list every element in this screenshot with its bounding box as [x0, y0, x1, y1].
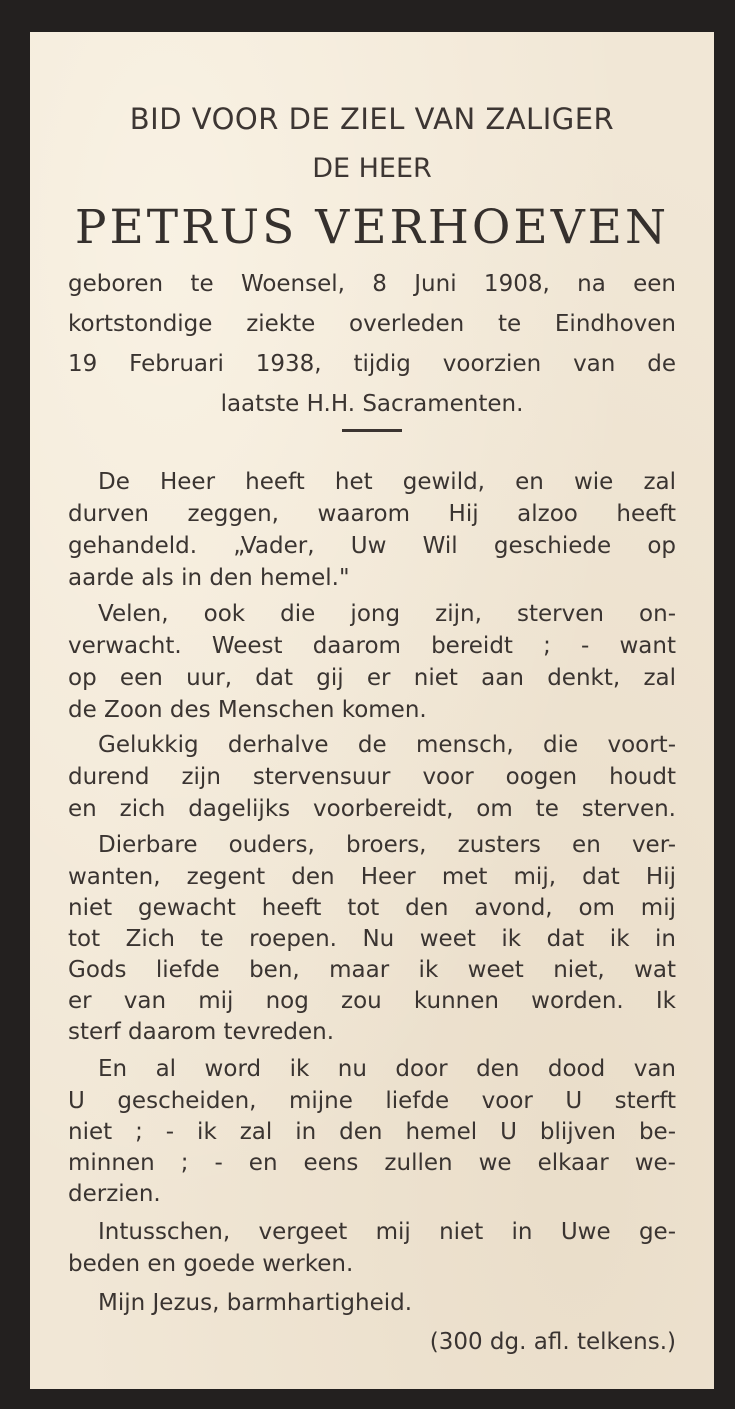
intro-line: geboren te Woensel, 8 Juni 1908, na een — [68, 271, 676, 297]
divider-rule — [342, 429, 402, 432]
text-line: Gods liefde ben, maar ik weet niet, wat — [68, 957, 676, 983]
card-paper — [30, 32, 714, 1389]
intro-line: 19 Februari 1938, tijdig voorzien van de — [68, 351, 676, 377]
text-line: gehandeld. „Vader, Uw Wil geschiede op — [68, 533, 676, 559]
text-line: de Zoon des Menschen komen. — [68, 697, 427, 723]
text-line: Mijn Jezus, barmhartigheid. — [98, 1290, 413, 1316]
heading-title: DE HEER — [312, 153, 432, 184]
text-line: Velen, ook die jong zijn, sterven on- — [98, 601, 676, 627]
text-line: sterf daarom tevreden. — [68, 1019, 335, 1045]
text-line: En al word ik nu door den dood van — [98, 1056, 676, 1082]
text-line: aarde als in den hemel." — [68, 565, 350, 591]
text-line: derzien. — [68, 1181, 161, 1207]
text-line: beden en goede werken. — [68, 1251, 354, 1277]
text-line: durend zijn stervensuur voor oogen houdt — [68, 764, 676, 790]
text-line: De Heer heeft het gewild, en wie zal — [98, 469, 676, 495]
text-line: op een uur, dat gij er niet aan denkt, zal — [68, 665, 676, 691]
text-line: niet ; - ik zal in den hemel U blijven be- — [68, 1119, 676, 1145]
text-line: durven zeggen, waarom Hij alzoo heeft — [68, 501, 676, 527]
text-line: minnen ; - en eens zullen we elkaar we- — [68, 1150, 676, 1176]
text-line: wanten, zegent den Heer met mij, dat Hij — [68, 864, 676, 890]
indulgence-note: (300 dg. afl. telkens.) — [429, 1329, 676, 1355]
text-line: Gelukkig derhalve de mensch, die voort- — [98, 732, 676, 758]
text-line: U gescheiden, mijne liefde voor U sterft — [68, 1088, 676, 1114]
heading-prayer: BID VOOR DE ZIEL VAN ZALIGER — [129, 102, 615, 136]
text-line: Dierbare ouders, broers, zusters en ver- — [98, 832, 676, 858]
text-line: niet gewacht heeft tot den avond, om mij — [68, 895, 676, 921]
intro-line: laatste H.H. Sacramenten. — [220, 391, 524, 417]
text-line: Intusschen, vergeet mij niet in Uwe ge- — [98, 1219, 676, 1245]
deceased-name: PETRUS VERHOEVEN — [74, 200, 670, 255]
text-line: en zich dagelijks voorbereidt, om te sterven. — [68, 796, 676, 822]
text-line: tot Zich te roepen. Nu weet ik dat ik in — [68, 926, 676, 952]
intro-line: kortstondige ziekte overleden te Eindhoven — [68, 311, 676, 337]
text-line: er van mij nog zou kunnen worden. Ik — [68, 988, 676, 1014]
text-line: verwacht. Weest daarom bereidt ; - want — [68, 633, 676, 659]
